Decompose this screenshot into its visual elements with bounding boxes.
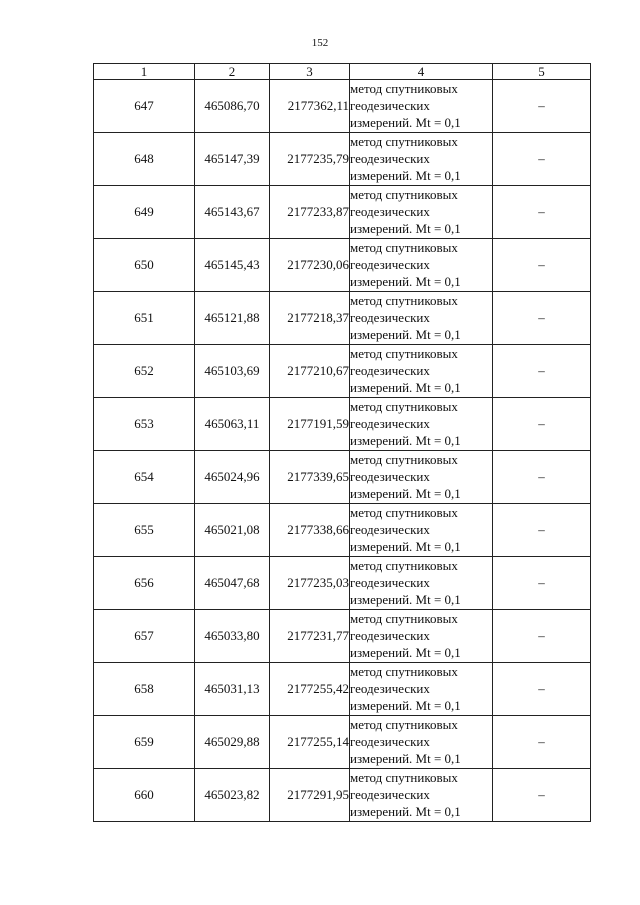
method-line-3: измерений. Mt = 0,1 bbox=[350, 539, 461, 554]
table-row bbox=[94, 557, 591, 610]
method-line-2: геодезических bbox=[350, 98, 430, 113]
method-line-1: метод спутниковых bbox=[350, 187, 458, 202]
method-cell bbox=[350, 716, 493, 769]
y-coordinate-cell: 2177235,79 bbox=[270, 133, 350, 186]
method-cell bbox=[350, 769, 493, 822]
page-number: 152 bbox=[311, 37, 329, 49]
note-cell: – bbox=[493, 345, 591, 398]
method-cell bbox=[350, 504, 493, 557]
y-coordinate-cell: 2177218,37 bbox=[270, 292, 350, 345]
x-coordinate-cell: 465103,69 bbox=[195, 345, 270, 398]
note-cell: – bbox=[493, 716, 591, 769]
point-number-cell: 649 bbox=[94, 186, 195, 239]
method-line-2: геодезических bbox=[350, 628, 430, 643]
method-line-2: геодезических bbox=[350, 522, 430, 537]
method-line-2: геодезических bbox=[350, 575, 430, 590]
y-coordinate-cell: 2177230,06 bbox=[270, 239, 350, 292]
y-coordinate-cell: 2177231,77 bbox=[270, 610, 350, 663]
y-coordinate-cell: 2177210,67 bbox=[270, 345, 350, 398]
column-header-5: 5 bbox=[493, 64, 591, 80]
method-cell bbox=[350, 133, 493, 186]
table-row bbox=[94, 80, 591, 133]
table-header-row bbox=[94, 64, 591, 80]
method-line-2: геодезических bbox=[350, 204, 430, 219]
method-line-3: измерений. Mt = 0,1 bbox=[350, 486, 461, 501]
method-line-1: метод спутниковых bbox=[350, 611, 458, 626]
method-line-3: измерений. Mt = 0,1 bbox=[350, 327, 461, 342]
x-coordinate-cell: 465145,43 bbox=[195, 239, 270, 292]
coordinates-table bbox=[93, 63, 591, 822]
column-header-1: 1 bbox=[94, 64, 195, 80]
point-number-cell: 647 bbox=[94, 80, 195, 133]
y-coordinate-cell: 2177291,95 bbox=[270, 769, 350, 822]
point-number-cell: 652 bbox=[94, 345, 195, 398]
note-cell: – bbox=[493, 504, 591, 557]
note-cell: – bbox=[493, 557, 591, 610]
method-cell bbox=[350, 451, 493, 504]
x-coordinate-cell: 465063,11 bbox=[195, 398, 270, 451]
table-row bbox=[94, 610, 591, 663]
table-row bbox=[94, 239, 591, 292]
method-line-2: геодезических bbox=[350, 151, 430, 166]
method-cell bbox=[350, 398, 493, 451]
method-line-1: метод спутниковых bbox=[350, 452, 458, 467]
method-line-3: измерений. Mt = 0,1 bbox=[350, 115, 461, 130]
method-line-1: метод спутниковых bbox=[350, 346, 458, 361]
y-coordinate-cell: 2177255,42 bbox=[270, 663, 350, 716]
method-line-2: геодезических bbox=[350, 681, 430, 696]
method-line-1: метод спутниковых bbox=[350, 293, 458, 308]
method-cell bbox=[350, 292, 493, 345]
x-coordinate-cell: 465024,96 bbox=[195, 451, 270, 504]
method-line-1: метод спутниковых bbox=[350, 558, 458, 573]
method-line-2: геодезических bbox=[350, 787, 430, 802]
table-row bbox=[94, 451, 591, 504]
x-coordinate-cell: 465023,82 bbox=[195, 769, 270, 822]
table-row bbox=[94, 186, 591, 239]
method-line-3: измерений. Mt = 0,1 bbox=[350, 380, 461, 395]
table-row bbox=[94, 504, 591, 557]
table-row bbox=[94, 345, 591, 398]
method-line-3: измерений. Mt = 0,1 bbox=[350, 592, 461, 607]
point-number-cell: 660 bbox=[94, 769, 195, 822]
method-line-1: метод спутниковых bbox=[350, 399, 458, 414]
point-number-cell: 658 bbox=[94, 663, 195, 716]
method-line-3: измерений. Mt = 0,1 bbox=[350, 168, 461, 183]
method-cell bbox=[350, 345, 493, 398]
note-cell: – bbox=[493, 133, 591, 186]
method-line-2: геодезических bbox=[350, 734, 430, 749]
column-header-4: 4 bbox=[350, 64, 493, 80]
method-line-1: метод спутниковых bbox=[350, 664, 458, 679]
method-line-1: метод спутниковых bbox=[350, 505, 458, 520]
method-line-2: геодезических bbox=[350, 310, 430, 325]
method-line-3: измерений. Mt = 0,1 bbox=[350, 221, 461, 236]
y-coordinate-cell: 2177235,03 bbox=[270, 557, 350, 610]
y-coordinate-cell: 2177339,65 bbox=[270, 451, 350, 504]
point-number-cell: 650 bbox=[94, 239, 195, 292]
x-coordinate-cell: 465029,88 bbox=[195, 716, 270, 769]
x-coordinate-cell: 465047,68 bbox=[195, 557, 270, 610]
note-cell: – bbox=[493, 398, 591, 451]
method-line-2: геодезических bbox=[350, 469, 430, 484]
note-cell: – bbox=[493, 292, 591, 345]
note-cell: – bbox=[493, 451, 591, 504]
method-line-3: измерений. Mt = 0,1 bbox=[350, 433, 461, 448]
x-coordinate-cell: 465121,88 bbox=[195, 292, 270, 345]
note-cell: – bbox=[493, 610, 591, 663]
table-row bbox=[94, 398, 591, 451]
method-line-1: метод спутниковых bbox=[350, 770, 458, 785]
x-coordinate-cell: 465021,08 bbox=[195, 504, 270, 557]
x-coordinate-cell: 465143,67 bbox=[195, 186, 270, 239]
method-line-2: геодезических bbox=[350, 363, 430, 378]
note-cell: – bbox=[493, 80, 591, 133]
method-cell bbox=[350, 610, 493, 663]
point-number-cell: 654 bbox=[94, 451, 195, 504]
x-coordinate-cell: 465031,13 bbox=[195, 663, 270, 716]
point-number-cell: 657 bbox=[94, 610, 195, 663]
table-row bbox=[94, 133, 591, 186]
method-line-1: метод спутниковых bbox=[350, 134, 458, 149]
table-row bbox=[94, 769, 591, 822]
note-cell: – bbox=[493, 186, 591, 239]
method-line-2: геодезических bbox=[350, 416, 430, 431]
method-line-3: измерений. Mt = 0,1 bbox=[350, 274, 461, 289]
method-line-3: измерений. Mt = 0,1 bbox=[350, 698, 461, 713]
y-coordinate-cell: 2177362,11 bbox=[270, 80, 350, 133]
method-line-3: измерений. Mt = 0,1 bbox=[350, 804, 461, 819]
point-number-cell: 648 bbox=[94, 133, 195, 186]
point-number-cell: 656 bbox=[94, 557, 195, 610]
table-row bbox=[94, 663, 591, 716]
y-coordinate-cell: 2177255,14 bbox=[270, 716, 350, 769]
point-number-cell: 653 bbox=[94, 398, 195, 451]
table-row bbox=[94, 716, 591, 769]
method-line-1: метод спутниковых bbox=[350, 240, 458, 255]
note-cell: – bbox=[493, 663, 591, 716]
method-cell bbox=[350, 186, 493, 239]
note-cell: – bbox=[493, 769, 591, 822]
point-number-cell: 651 bbox=[94, 292, 195, 345]
y-coordinate-cell: 2177233,87 bbox=[270, 186, 350, 239]
x-coordinate-cell: 465033,80 bbox=[195, 610, 270, 663]
y-coordinate-cell: 2177338,66 bbox=[270, 504, 350, 557]
note-cell: – bbox=[493, 239, 591, 292]
method-line-3: измерений. Mt = 0,1 bbox=[350, 751, 461, 766]
method-line-3: измерений. Mt = 0,1 bbox=[350, 645, 461, 660]
table-body bbox=[94, 80, 591, 822]
point-number-cell: 659 bbox=[94, 716, 195, 769]
x-coordinate-cell: 465147,39 bbox=[195, 133, 270, 186]
method-line-1: метод спутниковых bbox=[350, 81, 458, 96]
method-cell bbox=[350, 80, 493, 133]
point-number-cell: 655 bbox=[94, 504, 195, 557]
x-coordinate-cell: 465086,70 bbox=[195, 80, 270, 133]
method-cell bbox=[350, 239, 493, 292]
method-cell bbox=[350, 663, 493, 716]
method-cell bbox=[350, 557, 493, 610]
y-coordinate-cell: 2177191,59 bbox=[270, 398, 350, 451]
column-header-2: 2 bbox=[195, 64, 270, 80]
table-row bbox=[94, 292, 591, 345]
column-header-3: 3 bbox=[270, 64, 350, 80]
method-line-2: геодезических bbox=[350, 257, 430, 272]
method-line-1: метод спутниковых bbox=[350, 717, 458, 732]
